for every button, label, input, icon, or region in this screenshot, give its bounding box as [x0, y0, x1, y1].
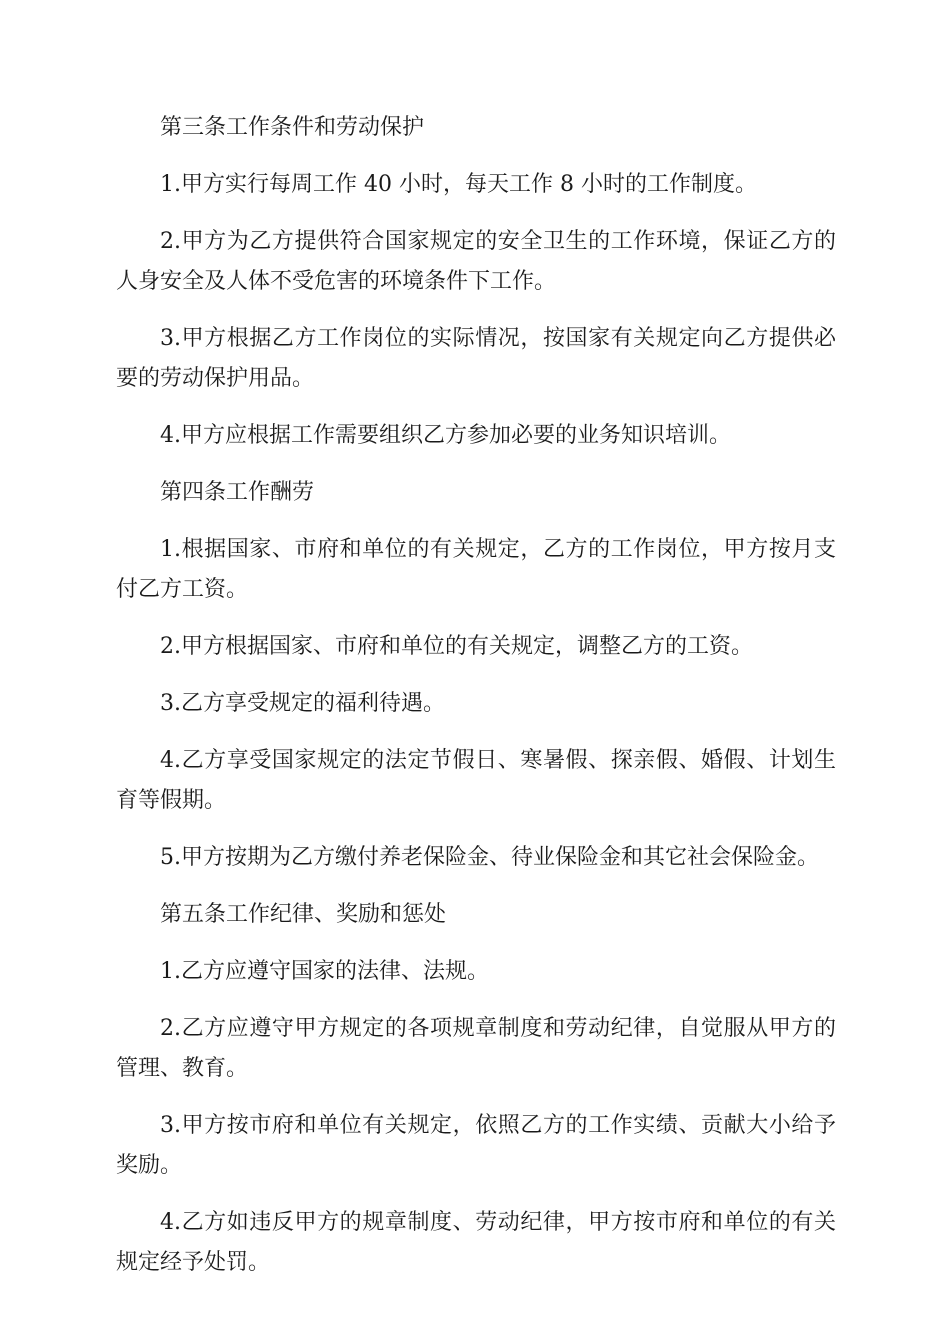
clause-5-3: 3.甲方按市府和单位有关规定，依照乙方的工作实绩、贡献大小给予奖励。	[116, 1113, 836, 1178]
clause-3-3: 3.甲方根据乙方工作岗位的实际情况，按国家有关规定向乙方提供必要的劳动保护用品。	[116, 326, 836, 391]
clause-4-2: 2.甲方根据国家、市府和单位的有关规定，调整乙方的工资。	[160, 634, 753, 659]
clause-3-1: 1.甲方实行每周工作 40 小时，每天工作 8 小时的工作制度。	[160, 172, 757, 197]
section-heading-article-3: 第三条工作条件和劳动保护	[160, 115, 425, 140]
clause-5-1: 1.乙方应遵守国家的法律、法规。	[160, 959, 489, 984]
clause-4-4: 4.乙方享受国家规定的法定节假日、寒暑假、探亲假、婚假、计划生育等假期。	[116, 748, 836, 813]
clause-3-4: 4.甲方应根据工作需要组织乙方参加必要的业务知识培训。	[160, 423, 731, 448]
clause-4-3: 3.乙方享受规定的福利待遇。	[160, 691, 445, 716]
document-body	[116, 108, 836, 1300]
clause-4-5: 5.甲方按期为乙方缴付养老保险金、待业保险金和其它社会保险金。	[160, 845, 819, 870]
clause-3-2: 2.甲方为乙方提供符合国家规定的安全卫生的工作环境，保证乙方的人身安全及人体不受危害的环境条件下工作。	[116, 229, 836, 294]
clause-5-2: 2.乙方应遵守甲方规定的各项规章制度和劳动纪律，自觉服从甲方的管理、教育。	[116, 1016, 836, 1081]
clause-4-1: 1.根据国家、市府和单位的有关规定，乙方的工作岗位，甲方按月支付乙方工资。	[116, 537, 836, 602]
section-heading-article-5: 第五条工作纪律、奖励和惩处	[160, 902, 447, 927]
clause-5-4: 4.乙方如违反甲方的规章制度、劳动纪律，甲方按市府和单位的有关规定经予处罚。	[116, 1210, 836, 1275]
section-heading-article-4: 第四条工作酬劳	[160, 480, 315, 505]
